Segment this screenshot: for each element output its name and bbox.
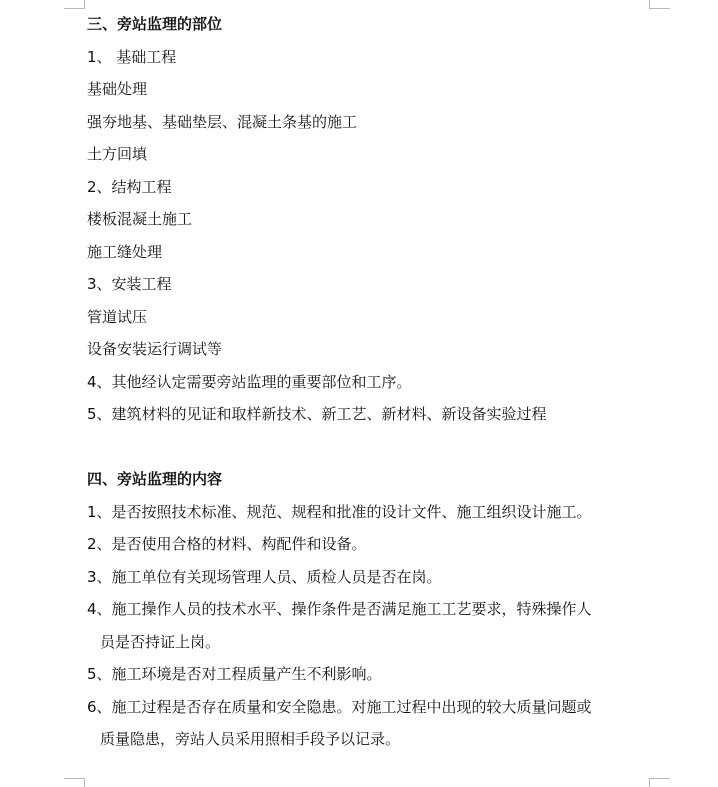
list-item: 2、结构工程: [87, 177, 172, 196]
content-item-5: 5、施工环境是否对工程质量产生不利影响。: [87, 665, 382, 683]
list-item: 基础处理: [87, 80, 148, 98]
document-body: [87, 8, 687, 756]
paragraph-gap: [87, 431, 687, 464]
page-corner-mark-bottom-right: [649, 778, 670, 787]
content-item-4-line-2: 员是否持证上岗。: [100, 632, 221, 651]
page-corner-mark-top-left: [64, 0, 85, 9]
section-heading-4: 四、旁站监理的内容: [87, 470, 223, 488]
list-item: 4、其他经认定需要旁站监理的重要部位和工序。: [87, 372, 412, 391]
content-item-4-line-1: 4、施工操作人员的技术水平、操作条件是否满足施工工艺要求，特殊操作人: [87, 600, 592, 618]
section-heading-3: 三、旁站监理的部位: [87, 15, 223, 33]
list-item: 管道试压: [87, 307, 148, 326]
list-item: 设备安装运行调试等: [87, 340, 223, 358]
list-item: 1、 基础工程: [87, 47, 177, 66]
list-item: 施工缝处理: [87, 242, 163, 261]
list-item: 楼板混凝土施工: [87, 210, 193, 228]
list-item: 强夯地基、基础垫层、混凝土条基的施工: [87, 112, 358, 131]
page-corner-mark-bottom-left: [64, 778, 85, 787]
content-item-3: 3、施工单位有关现场管理人员、质检人员是否在岗。: [87, 567, 442, 586]
content-item-6-line-2: 质量隐患，旁站人员采用照相手段予以记录。: [100, 730, 401, 748]
content-item-2: 2、是否使用合格的材料、构配件和设备。: [87, 535, 367, 553]
list-item: 土方回填: [87, 145, 148, 163]
content-item-1: 1、是否按照技术标准、规范、规程和批准的设计文件、施工组织设计施工。: [87, 502, 592, 521]
list-item: 5、建筑材料的见证和取样新技术、新工艺、新材料、新设备实验过程: [87, 405, 547, 423]
content-item-6-line-1: 6、施工过程是否存在质量和安全隐患。对施工过程中出现的较大质量问题或: [87, 697, 592, 716]
list-item: 3、安装工程: [87, 275, 172, 293]
